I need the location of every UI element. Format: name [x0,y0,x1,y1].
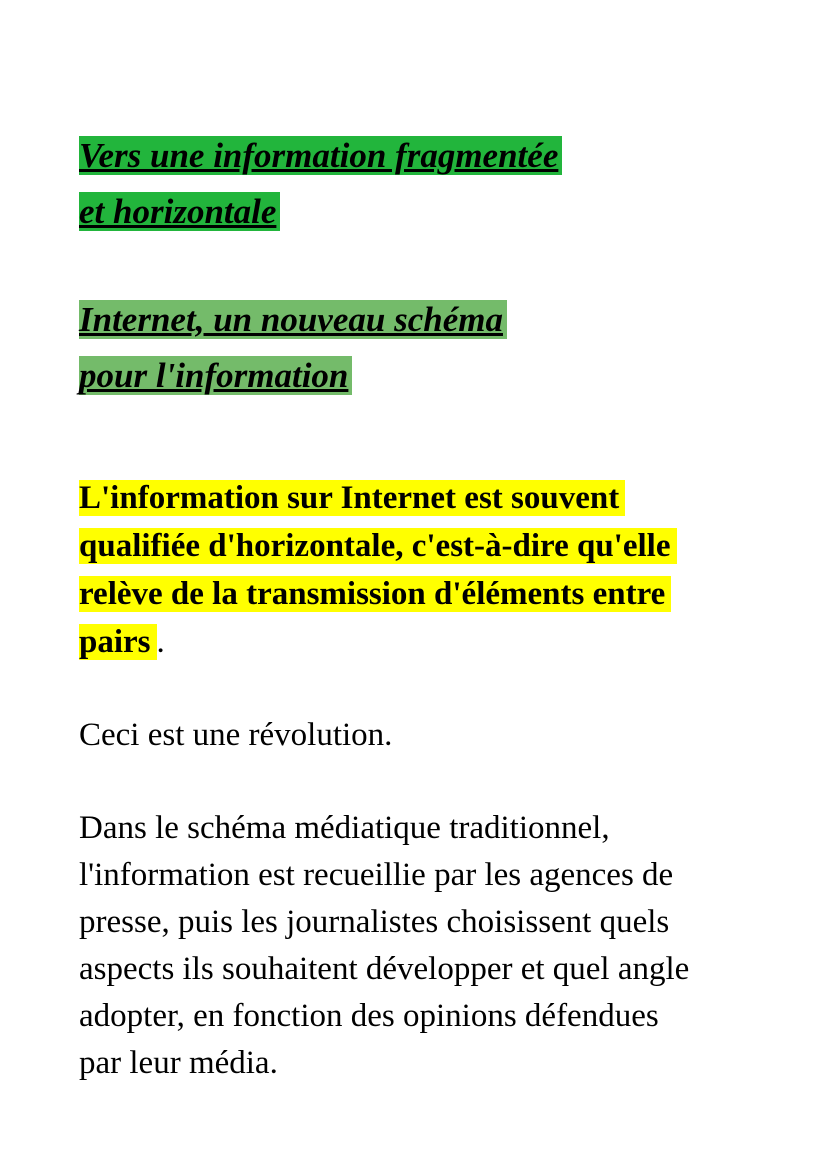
paragraph-revolution: Ceci est une révolution. [79,717,393,753]
paragraph-line-6: par leur média. [79,1045,278,1081]
paragraph-line-1: Dans le schéma médiatique traditionnel, [79,810,610,846]
paragraph-line-2: l'information est recueillie par les agences de [79,857,674,893]
lead-line-2: qualifiée d'horizontale, c'est-à-dire qu'elle [79,528,677,564]
heading-sub-line-1: Internet, un nouveau schéma [79,300,507,339]
heading-sub [79,292,769,404]
lead-line-3: relève de la transmission d'éléments entre [79,576,671,612]
paragraph-line-5: adopter, en fonction des opinions défendues [79,998,659,1034]
lead-trailing-period: . [156,624,165,660]
lead-line-4: pairs [79,624,157,660]
heading-sub-line-2: pour l'information [79,356,352,395]
paragraph-line-3: presse, puis les journalistes choisissent quels [79,904,670,940]
document-page [79,128,769,1087]
heading-main-line-1: Vers une information fragmentée [79,136,562,175]
heading-main-line-2: et horizontale [79,192,280,231]
lead-paragraph [79,474,769,666]
heading-main [79,128,769,240]
lead-line-1: L'information sur Internet est souvent [79,480,625,516]
paragraph-line-4: aspects ils souhaitent développer et quel angle [79,951,690,987]
paragraph-traditional-schema [79,805,769,1087]
